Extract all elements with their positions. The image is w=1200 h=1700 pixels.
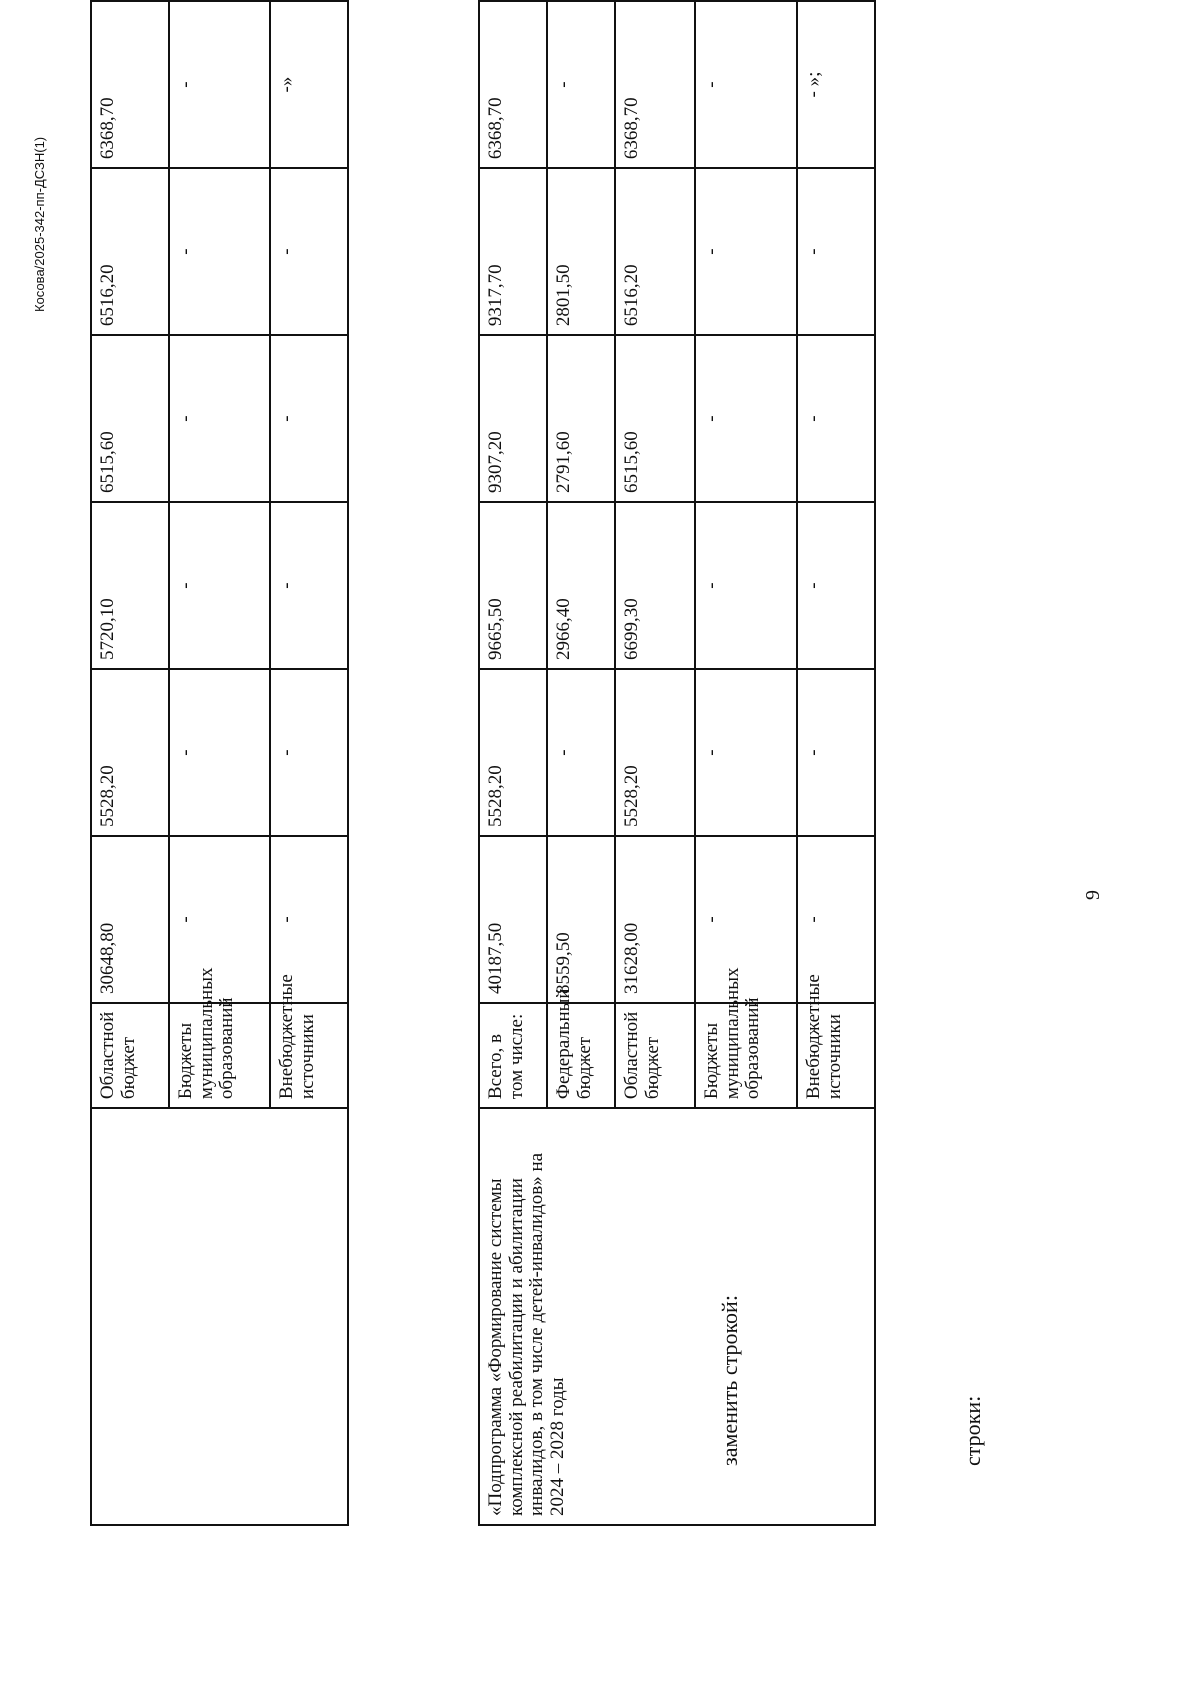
value-cell-total: -: [695, 836, 797, 1003]
source-label: Всего, в том числе:: [479, 1003, 547, 1108]
source-label: Внебюджетные источники: [797, 1003, 875, 1108]
value-cell-2027: -: [695, 168, 797, 335]
value-cell-total: 30648,80: [91, 836, 169, 1003]
value-cell-total: -: [169, 836, 270, 1003]
value-cell-2025: -: [695, 502, 797, 669]
value-cell-2026: 6515,60: [91, 335, 169, 502]
value-cell-2028: 6368,70: [615, 1, 695, 168]
value-cell-2026: 9307,20: [479, 335, 547, 502]
value-cell-2026: -: [695, 335, 797, 502]
value-cell-2024: -: [169, 669, 270, 836]
value-cell-2028: -»: [270, 1, 348, 168]
value-cell-2028: -: [169, 1, 270, 168]
value-cell-2027: 2801,50: [547, 168, 615, 335]
value-cell-total: -: [797, 836, 875, 1003]
value-cell-2028: 6368,70: [91, 1, 169, 168]
value-cell-2024: -: [270, 669, 348, 836]
source-label: Бюджеты муниципальных образований: [169, 1003, 270, 1108]
program-name-cell: [91, 1108, 348, 1525]
value-cell-2025: 5720,10: [91, 502, 169, 669]
value-cell-2024: -: [695, 669, 797, 836]
value-cell-2026: 6515,60: [615, 335, 695, 502]
value-cell-2024: -: [797, 669, 875, 836]
program-name-cell: «Подпрограмма «Формирование системы комплексной реабилитации и абилитации инвалидов, в том числе детей-инвалидов» на 2024 – 2028 годы: [479, 1108, 875, 1525]
value-cell-2025: 9665,50: [479, 502, 547, 669]
value-cell-2026: -: [797, 335, 875, 502]
value-cell-2024: 5528,20: [91, 669, 169, 836]
value-cell-2027: 6516,20: [615, 168, 695, 335]
source-label: Областной бюджет: [91, 1003, 169, 1108]
value-cell-2027: 6516,20: [91, 168, 169, 335]
source-label: Областной бюджет: [615, 1003, 695, 1108]
source-label: Федеральный бюджет: [547, 1003, 615, 1108]
value-cell-total: -: [270, 836, 348, 1003]
value-cell-2028: - »;: [797, 1, 875, 168]
value-cell-2026: -: [270, 335, 348, 502]
table-row: [479, 1, 547, 1525]
value-cell-2027: 9317,70: [479, 168, 547, 335]
value-cell-2027: -: [270, 168, 348, 335]
value-cell-2025: -: [270, 502, 348, 669]
value-cell-2026: 2791,60: [547, 335, 615, 502]
value-cell-2025: -: [797, 502, 875, 669]
value-cell-2026: -: [169, 335, 270, 502]
rows-heading: строки:: [960, 1395, 985, 1466]
value-cell-2024: 5528,20: [615, 669, 695, 836]
source-label: Внебюджетные источники: [270, 1003, 348, 1108]
value-cell-2024: -: [547, 669, 615, 836]
value-cell-2025: -: [169, 502, 270, 669]
value-cell-total: 8559,50: [547, 836, 615, 1003]
value-cell-total: 31628,00: [615, 836, 695, 1003]
value-cell-2028: -: [695, 1, 797, 168]
value-cell-2027: -: [797, 168, 875, 335]
source-label: Бюджеты муниципальных образований: [695, 1003, 797, 1108]
replace-with-row-heading: заменить строкой:: [717, 1295, 742, 1466]
value-cell-total: 40187,50: [479, 836, 547, 1003]
funding-table-top: [90, 0, 349, 1526]
value-cell-2025: 2966,40: [547, 502, 615, 669]
document-code: Косова/2025-342-пп-ДСЗН(1): [32, 136, 47, 312]
value-cell-2024: 5528,20: [479, 669, 547, 836]
funding-table-bottom: [478, 0, 876, 1526]
value-cell-2027: -: [169, 168, 270, 335]
page-number: 9: [1082, 890, 1104, 900]
value-cell-2025: 6699,30: [615, 502, 695, 669]
value-cell-2028: -: [547, 1, 615, 168]
table-row: [91, 1, 169, 1525]
value-cell-2028: 6368,70: [479, 1, 547, 168]
